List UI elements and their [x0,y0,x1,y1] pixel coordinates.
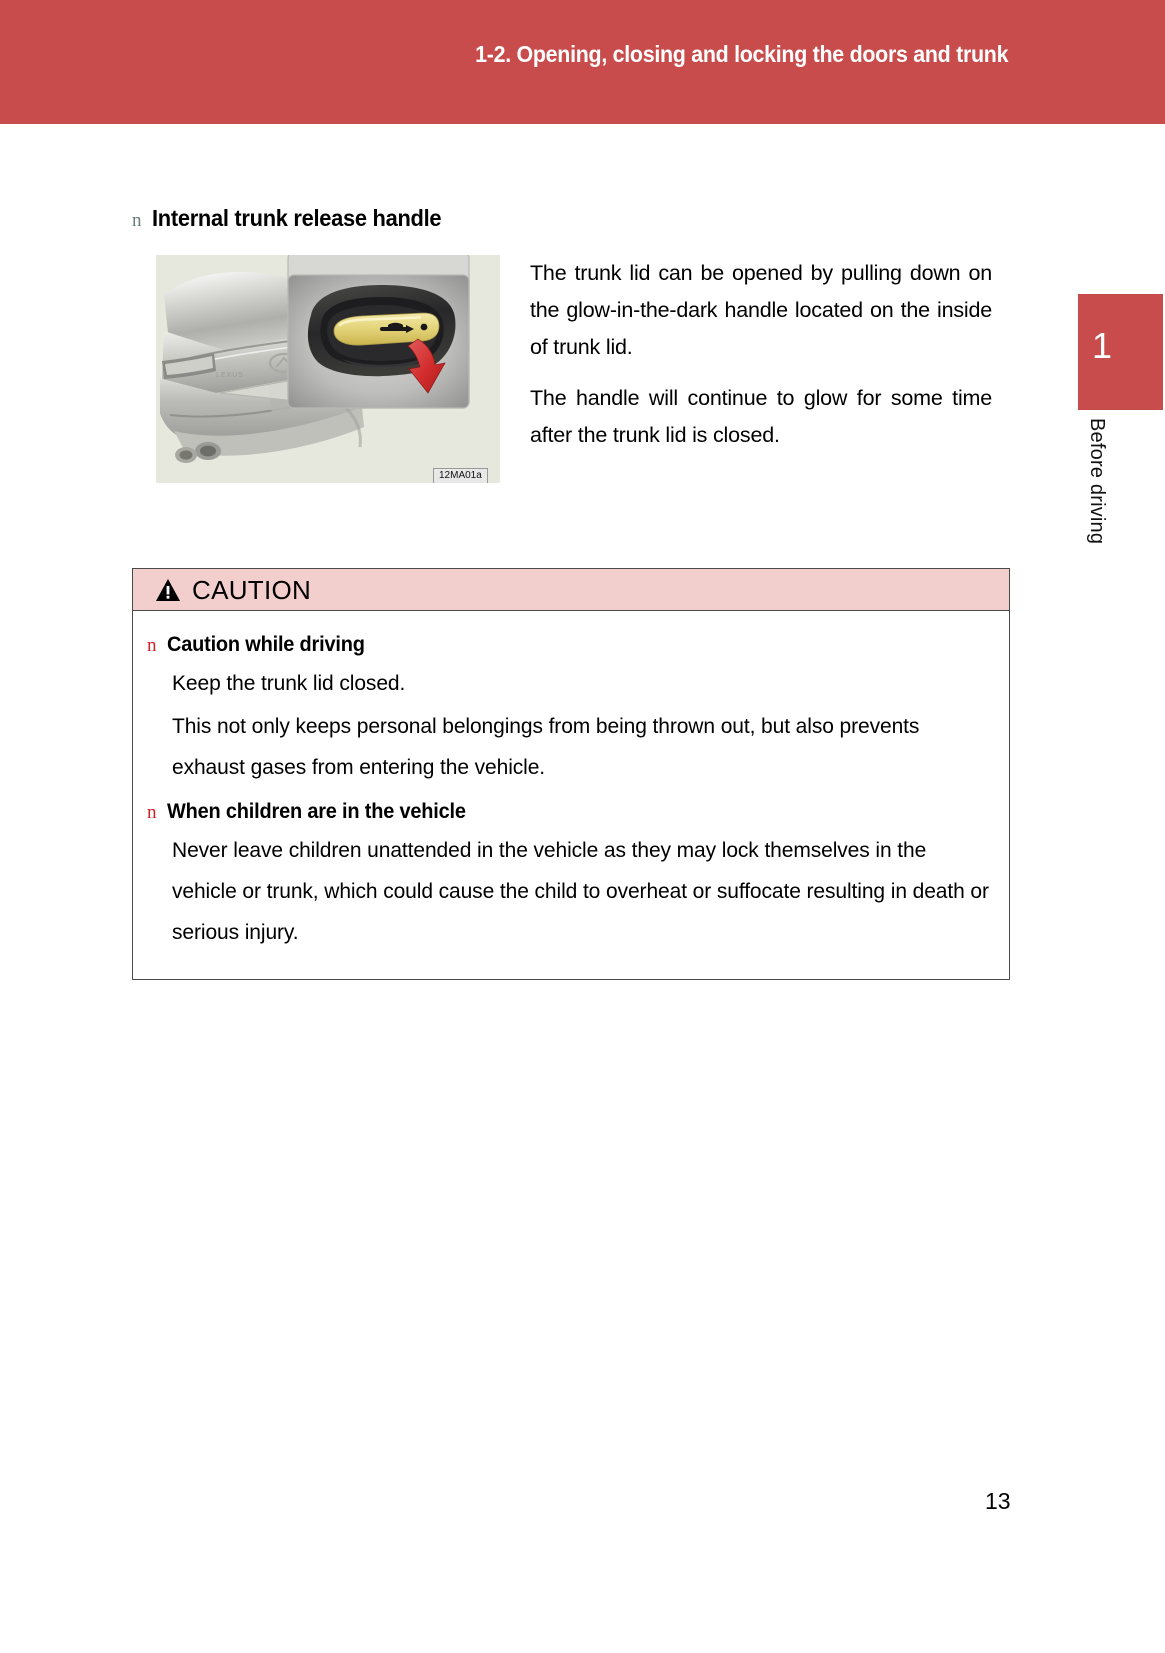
chapter-tab-label: Before driving [1086,418,1108,545]
bullet-marker-icon: n [147,802,157,823]
caution-box [132,568,1010,980]
caution-body [133,611,1009,979]
caution-title: CAUTION [192,574,312,605]
svg-text:LEXUS: LEXUS [216,372,244,379]
section-heading [132,205,456,232]
caution-subheading-1 [147,633,995,657]
figure-reference-label: 12MA01a [433,468,488,483]
caution-header [133,569,1009,611]
caution-subheading-1-text: Caution while driving [166,633,365,656]
caution-paragraph-2-1: Never leave children unattended in the vehicle as they may lock themselves in the vehicle or trunk, which could cause the child to overheat or suffocate resulting in death or serious injury. [172,839,989,944]
figure-artwork [156,255,500,483]
body-paragraph-1: The trunk lid can be opened by pulling down on the glow-in-the-dark handle located on the inside of trunk lid. [530,261,992,359]
trunk-release-handle-illustration [156,255,500,483]
caution-paragraph-1-2: This not only keeps personal belongings from being thrown out, but also prevents exhaust gases from entering the vehicle. [172,715,920,779]
page-header-title: 1-2. Opening, closing and locking the doors and trunk [474,41,1008,67]
caution-subheading-2 [147,800,995,824]
caution-subheading-2-text: When children are in the vehicle [166,800,466,823]
warning-triangle-icon [155,578,181,602]
chapter-tab-box [1078,294,1163,410]
bullet-marker-icon: n [132,210,142,231]
chapter-tab-number: 1 [1092,325,1113,366]
caution-paragraph-1-1: Keep the trunk lid closed. [172,672,406,695]
page-number: 13 [985,1488,1011,1514]
bullet-marker-icon: n [147,635,157,656]
body-text-column [530,255,992,454]
caution-spacer [147,790,995,800]
section-heading-text: Internal trunk release handle [151,205,441,231]
page-header-band [0,0,1165,124]
body-paragraph-2: The handle will continue to glow for some time after the trunk lid is closed. [530,386,992,447]
